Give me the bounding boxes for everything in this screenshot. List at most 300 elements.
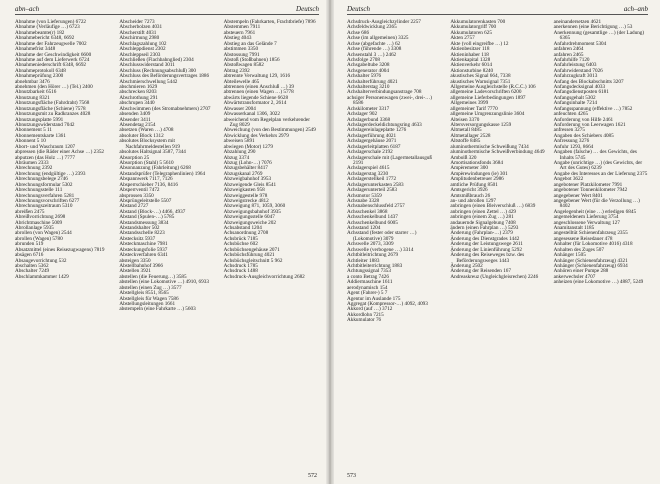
- dictionary-entry: Achslagerdeckeldichtungsring 4633: [347, 122, 422, 129]
- dictionary-entry: Altstoffe 8485: [450, 138, 481, 145]
- dictionary-entry: Abzweigungsweiche 202: [223, 219, 276, 226]
- dictionary-entry: Achsdruck-Ausgleichzylinder 2257: [347, 19, 421, 25]
- dictionary-entry: abtrennen (einen Anschluß …) 39: [223, 84, 294, 91]
- dictionary-entry: abnehmbar 3476: [15, 78, 50, 85]
- dictionary-entry: amtliche Prüfung 8501: [450, 181, 498, 188]
- dictionary-entry: Abrichtmaschine 5009: [15, 219, 63, 226]
- dictionary-entry: Achsgabeltube 3208: [347, 62, 390, 69]
- dictionary-entry: Achslagerspiel 4615: [347, 165, 390, 172]
- dictionary-entry: abstellen (einen Zug …) 3577: [119, 284, 182, 291]
- dictionary-entry: Anforderung von Hilfe 2461: [553, 116, 614, 123]
- dictionary-entry: abweichend vom Regelplan verkehrender Zug 8029: [223, 116, 310, 129]
- dictionary-entry: abschrecken 8203: [119, 89, 157, 96]
- dictionary-entry: Achshalter 5976: [347, 73, 382, 80]
- dictionary-entry: Absaugevorrichtung 532: [15, 257, 67, 264]
- dictionary-entry: Anfressung 3276: [553, 138, 590, 145]
- dictionary-entry: andauernde Signalgebung 7408: [450, 219, 516, 226]
- dictionary-entry: angegebener Wert 8401: [553, 192, 603, 199]
- dictionary-entry: Aktienkapital 1328: [450, 56, 491, 63]
- dictionary-entry: abstempeln (eine Fahrkarte …) 5603: [119, 306, 196, 313]
- dictionary-entry: Anfahrhilfe 7120: [553, 56, 590, 63]
- dictionary-entry: Abscherstift 4031: [119, 29, 157, 36]
- dictionary-entry: Achsschenkel 3868: [347, 208, 388, 215]
- dictionary-entry: Änderung der Leistungswege 2611: [450, 241, 523, 248]
- dictionary-entry: Abstandshalter 502: [119, 225, 160, 232]
- dictionary-entry: Achsstand 1204: [347, 225, 381, 232]
- left-page-header: [15, 4, 319, 15]
- left-header-range: abn–ach: [15, 5, 40, 13]
- dictionary-entry: abrollen (Wagen) 5780: [15, 235, 63, 242]
- dictionary-entry: Änderung (Fahrplan-…) 2379: [450, 230, 513, 237]
- dictionary-entry: Abonnent 5 10: [15, 138, 46, 145]
- dictionary-entry: Achsdruck-Ausgleichvorrichtung 2682: [223, 273, 305, 280]
- dictionary-entry: Absendetag 2154: [119, 122, 156, 129]
- dictionary-entry: Abort- und Waschraum 1207: [15, 143, 76, 150]
- dictionary-entry: Achswelle (verbogene …) 3314: [347, 246, 414, 253]
- dictionary-entry: Absprüngeleitstelle 5507: [119, 197, 172, 204]
- dictionary-entry: Abweichung (von den Bestimmungen) 2549: [223, 127, 316, 134]
- dictionary-entry: abputzen (das Holz …) 7777: [15, 154, 75, 161]
- dictionary-entry: Achsschenkelbund 6005: [347, 219, 398, 226]
- dictionary-entry: abwärts liegende Schiene 6628: [223, 94, 289, 101]
- dictionary-entry: Absteckungsfolie 5937: [119, 246, 168, 253]
- dictionary-entry: Abstellgleis für Wagen 7586: [119, 295, 179, 302]
- dictionary-entry: Achsnabenschlussfeld 2757: [347, 203, 405, 210]
- dictionary-entry: absprossen 3350: [119, 192, 154, 199]
- dictionary-entry: Anhalten des Zuges 507: [553, 246, 604, 253]
- dictionary-entry: Anfahrdrehmoment 5304: [553, 40, 607, 47]
- dictionary-entry: Achsbüchse 602: [223, 241, 258, 248]
- dictionary-entry: Anhänger 1505: [553, 252, 586, 259]
- dictionary-entry: Achslagerunterkasten 2583: [347, 181, 404, 188]
- dictionary-entry: Absender 3411: [119, 116, 151, 123]
- dictionary-entry: abschrupen 3440: [119, 100, 155, 107]
- dictionary-entry: Anfangsdienstposten 6181: [553, 89, 609, 96]
- dictionary-entry: abweisen 5891: [223, 138, 255, 145]
- dictionary-entry: Anhänger (Schienenfahrzeug) 4321: [553, 257, 628, 264]
- dictionary-entry: Absonnanzung (Fahrleitung) 6268: [119, 165, 191, 172]
- dictionary-entry: Anhalter (für Lokomotive 4016) 4318: [553, 241, 633, 248]
- dictionary-entry: Abrechnungsstelle 111: [15, 187, 63, 194]
- dictionary-entry: Abonnement 5 11: [15, 127, 52, 134]
- dictionary-entry: Abzug (Lohn-…) 7076: [223, 159, 272, 166]
- dictionary-entry: achsiger Personenwagen (zwei-, drei-…) 8586: [347, 94, 432, 107]
- dictionary-entry: Anfangsdecksignal 4033: [553, 84, 606, 91]
- dictionary-entry: abstellen (die Feuerung…) 3585: [119, 273, 187, 280]
- dictionary-entry: angesessene Reisedauer 478: [553, 235, 613, 242]
- dictionary-entry: Anfahrleistung 6403: [553, 62, 597, 69]
- dictionary-entry: allgemeine Ladevorschriften 6200: [450, 89, 522, 96]
- dictionary-entry: anfahren 2465: [553, 51, 584, 58]
- dictionary-entry: Akkord (auf …) 3712: [347, 306, 393, 313]
- dictionary-entry: absoluter Block 1312: [119, 132, 164, 139]
- dictionary-entry: absolutes Haltsignal 3587, 7344: [119, 149, 186, 156]
- dictionary-entry: akustisches Warnsignal 7351: [450, 78, 511, 85]
- left-column-1: [15, 20, 110, 313]
- dictionary-entry: Abzweigungsbahnhof 3935: [223, 208, 281, 215]
- dictionary-entry: Ampèremeter 300: [450, 165, 488, 172]
- dictionary-entry: Aggregat (Kompressor-…) 4092, 4093: [347, 300, 428, 307]
- dictionary-entry: Achsstand (fester oder starrer …) (Lokomotive) 3079: [347, 230, 417, 242]
- dictionary-entry: Änderung 2502: [450, 262, 483, 269]
- dictionary-entry: anfahren 2464: [553, 46, 584, 53]
- dictionary-entry: Absteckverfahren 6341: [119, 252, 168, 259]
- dictionary-entry: Anhören einer Pumpe 288: [553, 268, 609, 275]
- right-page-number: 573: [347, 473, 356, 479]
- dictionary-entry: Achshalterstag 3210: [347, 84, 390, 91]
- dictionary-entry: Absatzmittel (eines Reisezugwagens) 7819: [15, 246, 105, 253]
- dictionary-entry: Abstoßwagen 8582: [223, 62, 264, 69]
- dictionary-entry: Aktieninhaber 118: [450, 51, 489, 58]
- dictionary-entry: anbringen (einem Zug …) 281: [450, 214, 514, 221]
- dictionary-entry: abrunden 519: [15, 241, 44, 248]
- dictionary-entry: Abrechnungsformular 5302: [15, 181, 73, 188]
- dictionary-entry: Ampèrewindungen (ie) 301: [450, 170, 508, 177]
- dictionary-entry: Achsfeldwicklung 2365: [347, 24, 397, 31]
- dictionary-entry: absteuern 7961: [223, 29, 256, 36]
- dictionary-entry: Abwärtstransformator 2, 2614: [223, 100, 287, 107]
- dictionary-entry: abnehmen (den Hörer …) (Tel.) 2400: [15, 84, 93, 91]
- dictionary-entry: Ambolß 320: [450, 154, 477, 161]
- dictionary-entry: Abonnementskarte 1361: [15, 132, 66, 139]
- dictionary-entry: Abzahlung 290: [223, 149, 256, 156]
- dictionary-entry: ändern (einen Fahrplan …) 5293: [450, 225, 519, 232]
- dictionary-entry: aluminothermische Schweißung 7434: [450, 143, 529, 150]
- dictionary-entry: Abstellgleis 8551, 8565: [119, 290, 169, 297]
- dictionary-entry: anheizen (eine Lokomotive …) 4887, 5249: [553, 279, 644, 286]
- dictionary-entry: Abzweigbahnhof 3953: [223, 176, 272, 183]
- dictionary-entry: Achshalterverbindungsanstrage 708: [347, 89, 422, 96]
- dictionary-entry: Achtungssignal 7353: [347, 268, 391, 275]
- dictionary-entry: Abschalter 7249: [15, 268, 50, 275]
- dictionary-entry: Achtbitleiterrichtung 1883: [347, 262, 403, 269]
- dictionary-entry: angeschlossene Verwaltung 127: [553, 219, 620, 226]
- dictionary-entry: anfressen 3275: [553, 127, 585, 134]
- dictionary-entry: Angebot 3622: [553, 176, 584, 183]
- dictionary-entry: abtrennte Verwaltung 129, 1616: [223, 73, 291, 80]
- dictionary-entry: Abschließen (Flachbahnglied) 2304: [119, 56, 194, 63]
- dictionary-entry: Abstellbahnhof 3966: [119, 262, 163, 269]
- dictionary-entry: Altmetall 8485: [450, 127, 482, 134]
- dictionary-entry: Achsschenkelbund 1437: [347, 214, 398, 221]
- dictionary-entry: Achse (führende …) 3308: [347, 46, 402, 53]
- dictionary-entry: Abteilewelle 465: [223, 78, 260, 85]
- dictionary-entry: Achse 686: [347, 29, 370, 36]
- right-column-3: [554, 20, 648, 324]
- dictionary-entry: anerkennen (eine Berichtigung …) 53: [553, 24, 633, 31]
- dictionary-entry: Abrechnungsverfahren 5281: [15, 192, 75, 199]
- dictionary-entry: Abtrag 2392: [223, 67, 250, 74]
- dictionary-entry: Allgemeines 3999: [450, 100, 489, 107]
- dictionary-entry: Abzugsbehälter 8417: [223, 165, 268, 172]
- dictionary-entry: Achslager 902: [347, 111, 378, 118]
- dictionary-entry: abreißen 2475: [15, 208, 45, 215]
- dictionary-entry: Abspannwerk 7117, 7126: [119, 176, 173, 183]
- dictionary-entry: Achslagerschale 2192: [347, 149, 393, 156]
- dictionary-entry: Abschluss des Beförderungsvertrages 1886: [119, 73, 210, 80]
- dictionary-entry: Akkumulator 76: [347, 317, 382, 324]
- dictionary-entry: Achsbüchsengehäuse 2071: [223, 246, 280, 253]
- dictionary-entry: Abschlusswiderstand 3011: [119, 62, 175, 69]
- dictionary-entry: Alteisen 3370: [450, 116, 480, 123]
- dictionary-entry: Änderung des Reiseweges bzw. des Beförderungsweges 1443: [450, 252, 525, 264]
- dictionary-entry: Abstandsmessung 3834: [119, 219, 169, 226]
- dictionary-entry: abwiegen (Motor) 1279: [223, 143, 273, 150]
- dictionary-entry: Abschluss (Rechnungsabschluß) 300: [119, 67, 196, 74]
- dictionary-entry: Akten 2757: [450, 35, 475, 42]
- dictionary-entry: Abrechnung (endgültige …) 2393: [15, 170, 86, 177]
- dictionary-entry: Abnahmefrist 3448: [15, 46, 56, 53]
- dictionary-entry: Angaben (falsche) … des Gewichts, des Inhalts 5745: [553, 149, 637, 161]
- book-gutter: [326, 0, 334, 484]
- dictionary-entry: Abschwimmen (des Stromabnehmers) 2707: [119, 105, 211, 112]
- dictionary-entry: Abschmierschwellung 5442: [119, 78, 178, 85]
- dictionary-entry: Achslagerstellkeil 1772: [347, 176, 397, 183]
- dictionary-entry: Achsanordnung 2708: [223, 230, 269, 237]
- dictionary-entry: Akkordlohn 7215: [347, 311, 384, 318]
- dictionary-entry: Änderung der Linienführung 5292: [450, 246, 522, 253]
- dictionary-entry: Anfahrwiderstand 7026: [553, 67, 603, 74]
- dictionary-entry: abstellen (eine Lokomotive …) 4910, 6933: [119, 279, 209, 286]
- dictionary-entry: absägen 6716: [15, 252, 44, 259]
- dictionary-entry: Abscherbolzen 4031: [119, 24, 163, 31]
- dictionary-entry: Achtbitleitrichtung 2679: [347, 252, 399, 259]
- dictionary-entry: ankerwechsler 4707: [553, 273, 596, 280]
- dictionary-entry: angegebener Wert (für die Verzollung …) 8402: [553, 197, 640, 210]
- dictionary-entry: abtrennen (einen Wagen …) 5778: [223, 89, 294, 96]
- dictionary-entry: Abrechnungszeitraum 5310: [15, 203, 73, 210]
- dictionary-entry: Änderung des Dienstgrades 1442: [450, 235, 520, 242]
- dictionary-entry: Achslagerbund 3368: [347, 116, 391, 123]
- dictionary-entry: absenden 3409: [119, 111, 151, 118]
- dictionary-entry: Absorption (Stahl) 5 5610: [119, 159, 174, 166]
- dictionary-entry: Abnutzungswiderstand 7042: [15, 122, 75, 129]
- dictionary-entry: Addiermaschine 1611: [347, 279, 393, 286]
- dictionary-entry: Abreißvorrichtung 2698: [15, 214, 66, 221]
- dictionary-entry: Abrollanlage 5935: [15, 225, 54, 232]
- dictionary-entry: allgemeine Umgrenzungslinie 3604: [450, 111, 525, 118]
- dictionary-entry: Abnahme der Geschwindigkeit 6600: [15, 51, 92, 58]
- dictionary-entry: Achslagerunterteil 2583: [347, 187, 397, 194]
- right-column-1: [347, 20, 441, 324]
- dictionary-entry: Amtsmißbrauch 26: [450, 192, 491, 199]
- dictionary-entry: Abnahmeprüfung 2300: [15, 73, 64, 80]
- dictionary-entry: Abnutzungsmit zu Radkranzes 4028: [15, 111, 91, 118]
- dictionary-entry: Abnahmebericht 6348, 6692: [15, 35, 75, 42]
- dictionary-entry: Abwasser 2004: [223, 105, 256, 112]
- dictionary-entry: Altmetallager 2528: [450, 132, 491, 139]
- dictionary-entry: abpressen (die Räder einer Achse …) 2352: [15, 149, 105, 156]
- dictionary-entry: Achswelle 2073, 3309: [347, 241, 394, 248]
- dictionary-entry: Anfangsspannung (effektive …) 7852: [553, 105, 633, 112]
- dictionary-entry: angestelltüt Schienenfahrzeug 2355: [553, 230, 628, 237]
- right-header-range: ach–anb: [623, 5, 648, 13]
- dictionary-entry: Abwasserkanal 1306, 3022: [223, 111, 280, 118]
- dictionary-entry: Abzweigstrecke 4812: [223, 197, 269, 204]
- dictionary-entry: Abschrothung 291: [119, 94, 158, 101]
- dictionary-entry: Aktionsturbine 8240: [450, 67, 494, 74]
- dictionary-entry: Anfangsgehalt 5302: [553, 94, 596, 101]
- dictionary-entry: Abzweigende Gleis 8541: [223, 181, 277, 188]
- dictionary-entry: absteigen 3350: [119, 257, 151, 264]
- dictionary-entry: Achsnabe 3328: [347, 197, 380, 204]
- dictionary-entry: Abstecksitz 5937: [119, 235, 156, 242]
- dictionary-entry: Abräumen 2333: [15, 159, 49, 166]
- dictionary-entry: Achslagerschale mit (Lagermetallausguß 2191: [347, 154, 432, 166]
- dictionary-entry: Anfuhr 1293, 8664: [553, 143, 594, 150]
- dictionary-entry: Agent (Fahrer-) 5 7: [347, 290, 388, 297]
- dictionary-entry: Abstand (Block-…) 4466, 4937: [119, 208, 186, 215]
- dictionary-entry: Agentur im Auslande 175: [347, 295, 401, 302]
- dictionary-entry: Abnahmeprotokoll 6348: [15, 67, 66, 74]
- dictionary-entry: Anfang des Blockabschnitts 3207: [553, 78, 624, 85]
- dictionary-entry: Amortisationsfonds 3684: [450, 159, 503, 166]
- dictionary-entry: Abstempeln (Fahrkarten, Frachtbriefe) 7896: [223, 19, 316, 25]
- dictionary-entry: Abnahmebeamte(r) 182: [15, 29, 65, 36]
- dictionary-entry: Absperrventil 7472: [119, 187, 160, 194]
- dictionary-entry: Abstand (Spulen-…) 5785: [119, 214, 175, 221]
- dictionary-entry: Aktienbesitzer 118: [450, 46, 490, 53]
- dictionary-entry: aneinandersetzen 4621: [553, 19, 602, 25]
- dictionary-entry: Abzweiggestelle 978: [223, 192, 268, 199]
- dictionary-entry: abrollen (von Wagen) 2544: [15, 230, 72, 237]
- dictionary-entry: a conto Betrag 7426: [347, 273, 389, 280]
- dictionary-entry: Abstandsprüfer (Telegraphenlinien) 1964: [119, 170, 206, 177]
- dictionary-entry: Anfahrzugkraft 3013: [553, 73, 598, 80]
- dictionary-entry: Abnutzungsfläche (Schiene) 7578: [15, 105, 86, 112]
- dictionary-entry: Achsdruck 1785: [223, 262, 258, 269]
- dictionary-entry: allgemeiner Tarif 7770: [450, 105, 498, 112]
- dictionary-entry: anfeuchten 4265: [553, 111, 589, 118]
- dictionary-entry: Achslagergehäuse 2071: [347, 138, 397, 145]
- dictionary-entry: Achsabstand 1204: [223, 225, 262, 232]
- dictionary-entry: Achse (im allgemeinen) 3325: [347, 35, 409, 42]
- dictionary-entry: Achsdruck 1488: [223, 268, 258, 275]
- dictionary-entry: Achsbrück 7185: [223, 235, 258, 242]
- dictionary-entry: Abrechnungsvorschriften 6277: [15, 197, 80, 204]
- dictionary-entry: Abzweigungsstelle 6047: [223, 214, 275, 221]
- right-page: [331, 0, 660, 484]
- dictionary-entry: Achshalterführung 4021: [347, 78, 398, 85]
- dictionary-entry: Achslagerstag 3230: [347, 170, 389, 177]
- dictionary-entry: Abstand 2727: [119, 203, 149, 210]
- dictionary-entry: akustisches Signal 664, 7338: [450, 73, 511, 80]
- dictionary-entry: Abstieg an das Gelände 7: [223, 40, 277, 47]
- dictionary-entry: allgemeine Lieferbedingungen 1897: [450, 94, 526, 101]
- dictionary-entry: abschmieren 1629: [119, 84, 158, 91]
- dictionary-entry: Achsfolge 2708: [347, 56, 380, 63]
- dictionary-entry: Akte (voll eingreifbe …) 12: [450, 40, 509, 47]
- dictionary-entry: Abzweigung 871, 1059, 3060: [223, 203, 286, 210]
- dictionary-entry: Amplitudenbetreuer 2986: [450, 176, 504, 183]
- dictionary-entry: Aktienverkehr 6014: [450, 62, 492, 69]
- dictionary-entry: Abnutzungsfläche (Fahrdraht) 7568: [15, 100, 90, 107]
- dictionary-entry: Achskilometer 3317: [347, 105, 390, 112]
- dictionary-entry: Achtleiter 1883: [347, 257, 380, 264]
- dictionary-entry: Akkumulatorenkasten 700: [450, 19, 506, 25]
- dictionary-entry: Absperrschieber 7136, 8416: [119, 181, 178, 188]
- dictionary-entry: Abnahmeniederschrift 6348, 6692: [15, 62, 87, 69]
- dictionary-entry: Abnahme der Fahrzeugwelle 7002: [15, 40, 87, 47]
- dictionary-entry: Abnahme (Verläufige …) 6723: [15, 24, 80, 31]
- dictionary-entry: Anerkennung (gesamtlige …) (der Ladung) 6365: [553, 29, 645, 42]
- dictionary-entry: Absorption 25: [119, 154, 150, 161]
- dictionary-entry: Abschleppdienst 2302: [119, 46, 166, 53]
- right-header-language: Deutsch: [347, 5, 370, 13]
- dictionary-entry: Abstossung 7991: [223, 51, 260, 58]
- dictionary-entry: absolutes Blocksystem mit Nachfahrmeldestellen 919: [119, 138, 180, 150]
- dictionary-entry: abschalten 5362: [15, 262, 49, 269]
- dictionary-entry: Achslagereinlageplatte 1276: [347, 127, 407, 134]
- dictionary-entry: Achslagerführung 4021: [347, 132, 397, 139]
- left-column-3: [224, 20, 319, 313]
- dictionary-entry: Abstemmen 7911: [223, 24, 261, 31]
- dictionary-entry: abstimmen 3350: [223, 46, 259, 53]
- dictionary-entry: Abstoß (Stoßbahnen) 1856: [223, 56, 280, 63]
- dictionary-entry: Abstandsschelle 8223: [119, 230, 165, 237]
- dictionary-entry: Abrechnungsbelege 2746: [15, 176, 68, 183]
- dictionary-entry: Abschlammkammer 1429: [15, 273, 69, 280]
- dictionary-entry: Abstieg 4043: [223, 35, 252, 42]
- dictionary-entry: Abnutzungsplatte 5991: [15, 116, 64, 123]
- dictionary-entry: Achslagerleitplatten 6187: [347, 143, 401, 150]
- dictionary-entry: Akkumulatoren 625: [450, 29, 492, 36]
- dictionary-entry: an- und abrollen 1297: [450, 197, 496, 204]
- dictionary-entry: Anamitanstalt 1185: [553, 225, 595, 232]
- dictionary-entry: Angelegenheit (eine …) erledigen 6845: [553, 208, 637, 215]
- dictionary-entry: Anhänger (Schienenfahrzeug) 6934: [553, 262, 628, 269]
- dictionary-entry: Achsenstahl 3 …) 2462: [347, 51, 397, 58]
- dictionary-entry: angemeldenem Lieferung 3754: [553, 214, 619, 221]
- dictionary-entry: Abnahme (von Lieferungen) 6722: [15, 19, 87, 25]
- left-header-language: Deutsch: [296, 5, 319, 13]
- dictionary-entry: Anforderung von Leerwagen 1621: [553, 122, 626, 129]
- dictionary-entry: Angaben des Schiebers 4085: [553, 132, 614, 139]
- dictionary-entry: Abschleppseil 2303: [119, 51, 161, 58]
- dictionary-entry: Abscheider 7273: [119, 19, 155, 25]
- left-column-2: [119, 20, 214, 313]
- dictionary-entry: Abstellen 3921: [119, 268, 151, 275]
- dictionary-entry: Abzug 3374: [223, 154, 250, 161]
- right-column-2: [450, 20, 544, 324]
- dictionary-entry: Allgemeine Ausgleichstelle (R.C.C.) 106: [450, 84, 536, 91]
- dictionary-entry: Abschlagszahlung 102: [119, 40, 167, 47]
- dictionary-entry: Angabe des Interesses an der Lieferung 2375: [553, 170, 648, 177]
- dictionary-entry: Abnutzung 8321: [15, 94, 50, 101]
- dictionary-entry: Andreaskreuz (Ungleichgleisrechen) 2246: [450, 273, 539, 280]
- left-page-number: 572: [308, 473, 317, 479]
- dictionary-entry: anbringen (einen Zettel …) 429: [450, 208, 517, 215]
- dictionary-entry: Abschirmung 2980: [119, 35, 160, 42]
- dictionary-entry: Abzweigkasten 958: [223, 187, 265, 194]
- dictionary-entry: Amtsgericht 3926: [450, 187, 488, 194]
- dictionary-entry: Achsmotor 5359: [347, 192, 382, 199]
- dictionary-entry: Altersversorgungskasse 1259: [450, 122, 512, 129]
- left-page-columns: [15, 20, 319, 313]
- dictionary-entry: angebotener Platzkilometer 7991: [553, 181, 623, 188]
- dictionary-entry: Absteckmaschine 7981: [119, 241, 168, 248]
- dictionary-entry: Abnutzbarkeit 6516: [15, 89, 57, 96]
- dictionary-entry: Abwicklung des Verkehrs 2979: [223, 132, 289, 139]
- dictionary-entry: absetzen (Waren …) 4708: [119, 127, 174, 134]
- dictionary-entry: Abrechnung 2392: [15, 165, 53, 172]
- dictionary-entry: anbringen (einen Bleiverschluß …) 6839: [450, 203, 536, 210]
- right-page-columns: [347, 20, 648, 324]
- right-page-header: [347, 4, 648, 15]
- dictionary-entry: Achsbüchsführung 4021: [223, 252, 275, 259]
- dictionary-entry: Änderung der Reisenden 167: [450, 268, 511, 275]
- dictionary-entry: Abstellungsleitungen 1661: [119, 300, 176, 307]
